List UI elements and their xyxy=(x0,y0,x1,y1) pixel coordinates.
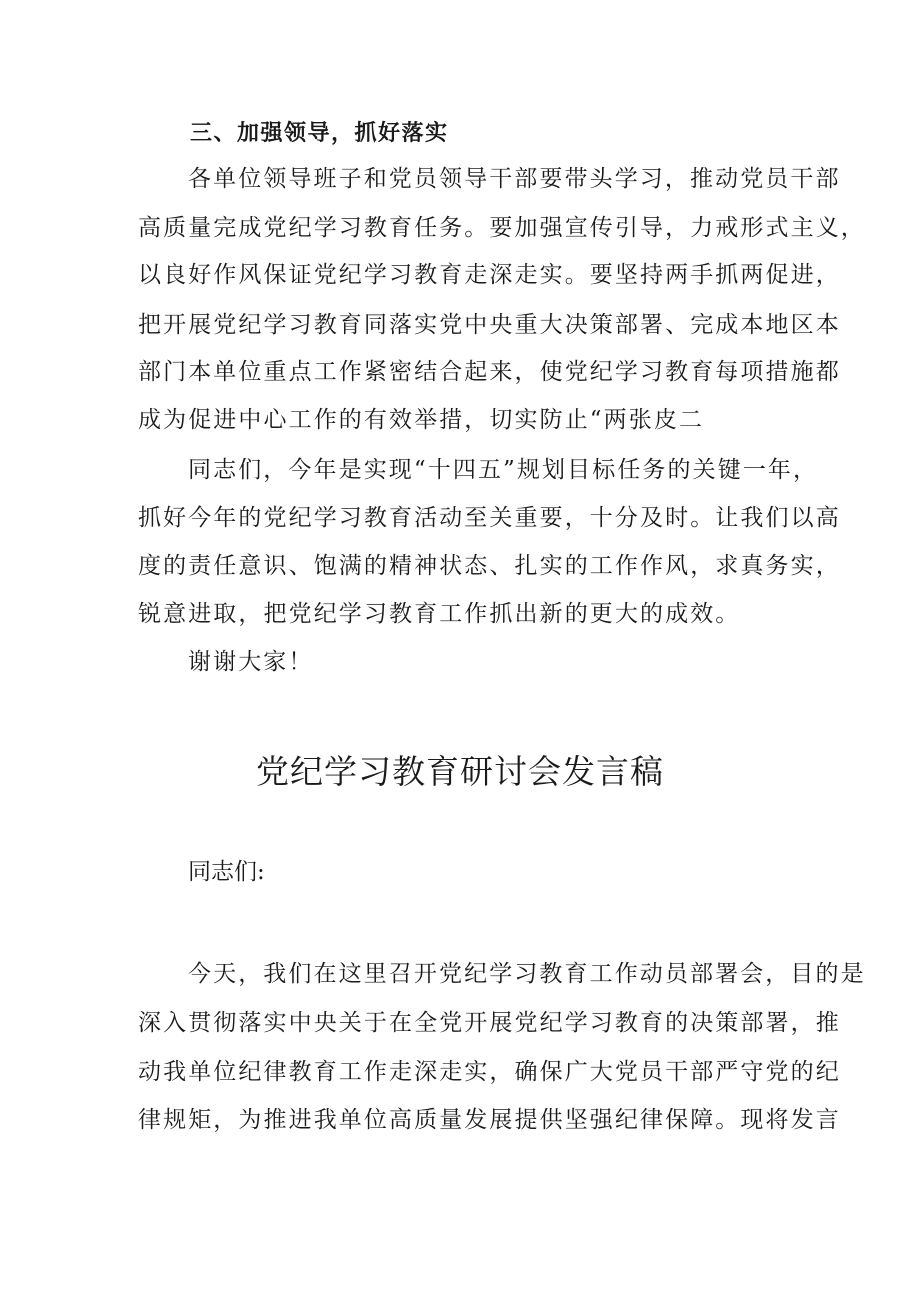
paragraph-line: 今天，我们在这里召开党纪学习教育工作动员部署会，目的是 xyxy=(188,961,866,987)
paragraph-line: 度的责任意识、饱满的精神状态、扎实的工作作风，求真务实， xyxy=(138,553,841,579)
paragraph-line: 动我单位纪律教育工作走深走实，确保广大党员干部严守党的纪 xyxy=(138,1059,841,1085)
closing-line: 谢谢大家！ xyxy=(188,649,314,675)
paragraph-line: 成为促进中心工作的有效举措，切实防止“两张皮二 xyxy=(138,407,705,433)
paragraph-line: 同志们，今年是实现“十四五”规划目标任务的关键一年， xyxy=(188,457,819,483)
paragraph-line: 把开展党纪学习教育同落实党中央重大决策部署、完成本地区本 xyxy=(138,312,841,338)
document-title: 党纪学习教育研讨会发言稿 xyxy=(256,752,664,791)
paragraph-line: 各单位领导班子和党员领导干部要带头学习，推动党员干部 xyxy=(188,166,841,192)
paragraph-line: 锐意进取，把党纪学习教育工作抓出新的更大的成效。 xyxy=(138,601,741,627)
paragraph-line: 部门本单位重点工作紧密结合起来，使党纪学习教育每项措施都 xyxy=(138,359,841,385)
section-heading: 三、加强领导，抓好落实 xyxy=(190,120,449,146)
paragraph-line: 抓好今年的党纪学习教育活动至关重要，十分及时。让我们以高 xyxy=(138,505,841,531)
paragraph-line: 高质量完成党纪学习教育任务。要加强宣传引导，力戒形式主义， xyxy=(138,215,866,241)
greeting-line: 同志们: xyxy=(188,859,265,885)
paragraph-line: 律规矩，为推进我单位高质量发展提供坚强纪律保障。现将发言 xyxy=(138,1107,841,1133)
paragraph-line: 以良好作风保证党纪学习教育走深走实。要坚持两手抓两促进， xyxy=(138,262,841,288)
paragraph-line: 深入贯彻落实中央关于在全党开展党纪学习教育的决策部署，推 xyxy=(138,1010,841,1036)
